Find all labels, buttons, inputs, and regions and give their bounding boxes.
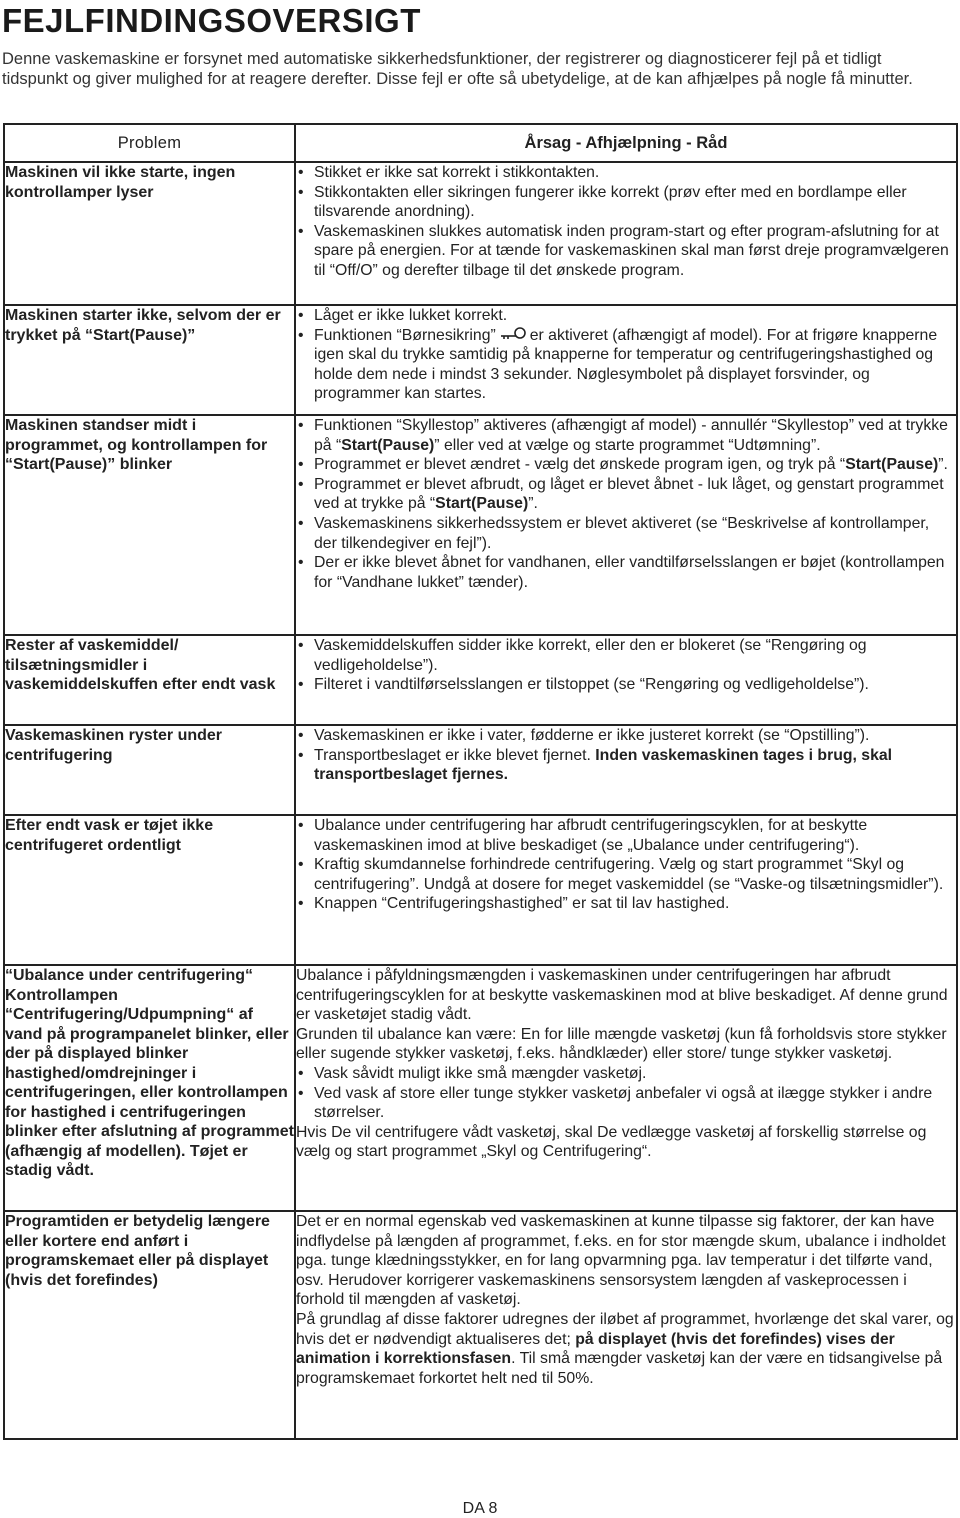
list-item-text: Programmet er blevet ændret - vælg det ønskede program igen, og tryk på “	[314, 456, 846, 474]
button-reference: Start(Pause)	[845, 456, 939, 474]
problem-cell	[4, 815, 295, 965]
solution-cell	[295, 965, 957, 1211]
emphasis-text: på displayet (hvis det forefindes) vises der animation i korrektionsfasen	[296, 1330, 895, 1368]
solution-cell	[295, 415, 957, 635]
list-item-text: ”.	[528, 495, 538, 513]
list-item	[296, 475, 956, 514]
column-header-solution: Årsag - Afhjælpning - Råd	[295, 124, 957, 162]
table-row	[4, 635, 957, 725]
table-header-row	[4, 124, 957, 162]
list-item: • Ubalance under centrifugering har afbrudt centrifugeringscyklen, for at beskytte vaskemaskinen imod at blive beskadiget (se „Ubalance under centrifugering“).	[296, 816, 956, 855]
paragraph-text: . Til små mængder vasketøj kan der være en tidsangivelse på programskemaet forkortet helt ned til 50%.	[296, 1350, 943, 1387]
table-row	[4, 965, 957, 1211]
list-item: • Filteret i vandtilførselsslangen er tilstoppet (se “Rengøring og vedligeholdelse”).	[296, 675, 956, 695]
table-row	[4, 305, 957, 415]
list-item-text: Funktionen “Børnesikring”	[314, 326, 496, 344]
list-item: • Der er ikke blevet åbnet for vandhanen, eller vandtilførselsslangen er bøjet (kontrollampen for “Vandhane lukket” tænder).	[296, 553, 956, 592]
list-item-text: Transportbeslaget er ikke blevet fjernet.	[314, 746, 596, 764]
list-item: • Vaskemaskinen er ikke i vater, fødderne er ikke justeret korrekt (se “Opstilling”).	[296, 726, 956, 746]
problem-text: Maskinen vil ikke starte, ingen kontrollamper lyser	[5, 164, 236, 201]
paragraph: Hvis De vil centrifugere vådt vasketøj, skal De vedlægge vasketøj af forskellig størrelse og vælg og start programmet „Skyl og Centrifugering“.	[296, 1123, 927, 1161]
list-item	[296, 746, 956, 785]
paragraph: Grunden til ubalance kan være: En for lille mængde vasketøj (kun få forholdsvis store stykker eller sugende stykker vasketøj, f.eks. håndklæder) eller store/ tunge stykker vasketøj.	[296, 1025, 947, 1063]
list-item-text: Funktionen “Skyllestop” aktiveres (afhængigt af model) - annullér “Skyllestop” ved at trykke på “	[314, 417, 948, 454]
problem-cell	[4, 725, 295, 815]
problem-cell	[4, 162, 295, 305]
list-item: • Vaskemaskinens sikkerhedssystem er blevet aktiveret (se “Beskrivelse af kontrollamper, der tilkendegiver en fejl”).	[296, 514, 956, 553]
problem-text: “Ubalance under centrifugering“ Kontrollampen “Centrifugering/Udpumpning“ af vand på programpanelet blinker, eller der på displayed blinker hastighed/omdrejninger i centrifugeringen, eller kontrollampen for hastighed i centrifugeringen blinker efter afslutning af programmet (afhængig af modellen). Tøjet er stadig vådt.	[5, 967, 294, 1179]
list-item: • Vask såvidt muligt ikke små mængder vasketøj.	[296, 1064, 956, 1084]
list-item: • Vaskemiddelskuffen sidder ikke korrekt, eller den er blokeret (se “Rengøring og vedligeholdelse”).	[296, 636, 956, 675]
button-reference: Start(Pause)	[435, 495, 529, 513]
button-reference: Start(Pause)	[341, 436, 435, 454]
list-item: • Stikket er ikke sat korrekt i stikkontakten.	[296, 163, 956, 183]
list-item-text: ” eller ved at vælge og starte programmet “Udtømning”.	[434, 436, 821, 454]
solution-cell	[295, 815, 957, 965]
table-row	[4, 415, 957, 635]
list-item	[296, 455, 956, 475]
page-number: DA 8	[462, 1500, 498, 1517]
problem-text: Efter endt vask er tøjet ikke centrifugeret ordentligt	[5, 817, 214, 854]
list-item: • Knappen “Centrifugeringshastighed” er sat til lav hastighed.	[296, 894, 956, 914]
solution-cell	[295, 1211, 957, 1439]
list-item	[296, 326, 956, 404]
table-row	[4, 162, 957, 305]
paragraph	[296, 1310, 956, 1388]
problem-cell	[4, 635, 295, 725]
intro-text: Denne vaskemaskine er forsynet med automatiske sikkerhedsfunktioner, der registrerer og diagnosticerer fejl på et tidligt tidspunkt og giver mulighed for at reagere derefter. Disse fejl er ofte så ubetydelige, at de kan afhjælpes på nogle få minutter.	[2, 50, 913, 88]
table-row	[4, 815, 957, 965]
list-item-text: er aktiveret (afhængigt af model). For at frigøre knapperne igen skal du trykke samtidig på knapperne for temperatur og centrifugeringshastighed og holde dem nede i mindst 3 sekunder. Nøglesymbolet på displayet forsvinder, og programmer kan startes.	[314, 326, 938, 403]
solution-cell	[295, 725, 957, 815]
paragraph: Ubalance i påfyldningsmængden i vaskemaskinen under centrifugeringen har afbrudt centrifugeringscyklen for at beskytte vaskemaskinen mod at blive beskadiget. Af denne grund er vasketøjet stadig vådt.	[296, 967, 948, 1024]
solution-cell	[295, 635, 957, 725]
key-icon	[500, 327, 526, 341]
solution-cell	[295, 305, 957, 415]
warning-text: Inden vaskemaskinen tages i brug, skal transportbeslaget fjernes.	[314, 746, 893, 784]
paragraph: Det er en normal egenskab ved vaskemaskinen at kunne tilpasse sig faktorer, der kan have indflydelse på længden af programmet, f.eks. en for stor mængde skum, ubalance i indholdet pga. tunge klædningsstykker, en for lang opvarmning pga. lav temperatur i det tilførte vand, osv. Herudover korrigerer vaskemaskinens sensorsystem længden af vaskeprocessen i forhold til mængden af vasketøj.	[296, 1213, 946, 1309]
problem-cell	[4, 415, 295, 635]
paragraph-text: På grundlag af disse faktorer udregnes der iløbet af programmet, hvorlænge det skal varer, og hvis det er nødvendigt aktualiseres det;	[296, 1310, 954, 1348]
solution-cell	[295, 162, 957, 305]
list-item: • Kraftig skumdannelse forhindrede centrifugering. Vælg og start programmet “Skyl og centrifugering”. Undgå at dosere for meget vaskemiddel (se “Vaske-og tilsætningsmidler”).	[296, 855, 956, 894]
troubleshooting-table	[3, 123, 958, 1440]
list-item	[296, 416, 956, 455]
list-item: • Vaskemaskinen slukkes automatisk inden program-start og efter program-afslutning for at spare på energien. For at tænde for vaskemaskinen skal man først dreje programvælgeren til “Off/O” og derefter tilbage til det ønskede program.	[296, 222, 956, 281]
list-item: • Låget er ikke lukket korrekt.	[296, 306, 956, 326]
problem-text: Programtiden er betydelig længere eller kortere end anført i programskemaet eller på displayet (hvis det forefindes)	[5, 1213, 270, 1289]
problem-cell	[4, 305, 295, 415]
problem-cell	[4, 1211, 295, 1439]
page-title: FEJLFINDINGSOVERSIGT	[2, 2, 421, 39]
list-item-text: ”.	[938, 456, 948, 474]
column-header-problem: Problem	[4, 124, 295, 162]
problem-text: Maskinen starter ikke, selvom der er trykket på “Start(Pause)”	[5, 307, 281, 344]
problem-text: Maskinen standser midt i programmet, og kontrollampen for “Start(Pause)” blinker	[5, 417, 268, 473]
problem-text: Vaskemaskinen ryster under centrifugering	[5, 727, 223, 764]
problem-cell	[4, 965, 295, 1211]
problem-text: Rester af vaskemiddel/ tilsætningsmidler i vaskemiddelskuffen efter endt vask	[5, 637, 276, 693]
list-item: • Stikkontakten eller sikringen fungerer ikke korrekt (prøv efter med en bordlampe eller tilsvarende anordning).	[296, 183, 956, 222]
list-item: • Ved vask af store eller tunge stykker vasketøj anbefaler vi også at ilægge stykker i andre størrelser.	[296, 1084, 956, 1123]
table-row	[4, 725, 957, 815]
list-item-text: Programmet er blevet afbrudt, og låget er blevet åbnet - luk låget, og genstart programmet ved at trykke på “	[314, 475, 944, 513]
table-row	[4, 1211, 957, 1439]
